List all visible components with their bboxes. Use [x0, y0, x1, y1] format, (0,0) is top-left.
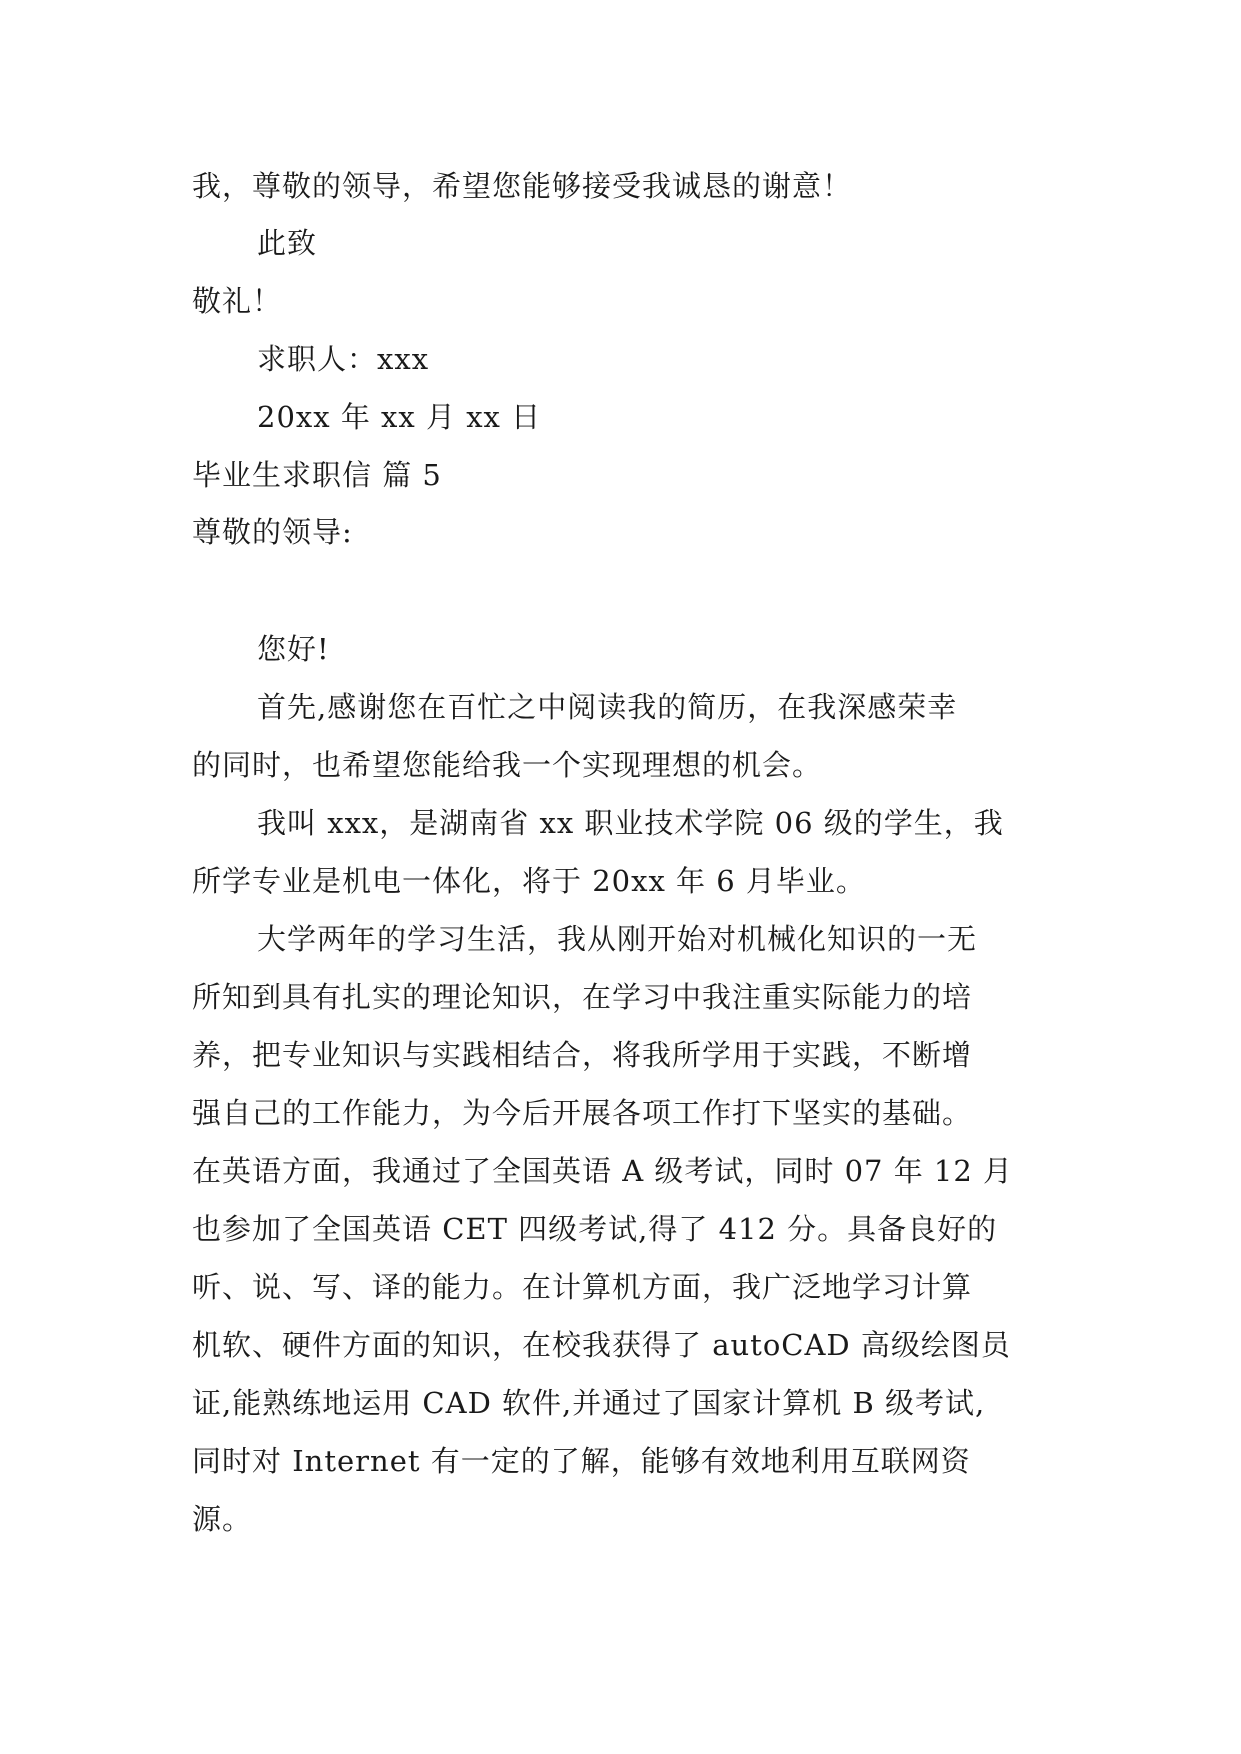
paragraph-line: 的同时，也希望您能给我一个实现理想的机会。	[192, 748, 823, 782]
regards-line-1: 此致	[257, 226, 318, 260]
paragraph-line: 养，把专业知识与实践相结合，将我所学用于实践，不断增	[192, 1038, 973, 1072]
salutation: 尊敬的领导:	[192, 515, 353, 549]
paragraph-line: 听、说、写、译的能力。在计算机方面，我广泛地学习计算	[192, 1270, 973, 1304]
closing-line: 我，尊敬的领导，希望您能够接受我诚恳的谢意！	[192, 169, 853, 203]
paragraph-line: 在英语方面，我通过了全国英语 A 级考试，同时 07 年 12 月	[192, 1154, 1014, 1188]
greeting: 您好!	[257, 632, 330, 666]
paragraph-line: 大学两年的学习生活，我从刚开始对机械化知识的一无	[257, 922, 978, 956]
regards-line-2: 敬礼！	[192, 284, 283, 318]
date-line: 20xx 年 xx 月 xx 日	[257, 400, 542, 434]
paragraph-line: 所学专业是机电一体化，将于 20xx 年 6 月毕业。	[192, 864, 866, 898]
paragraph-line: 首先,感谢您在百忙之中阅读我的简历，在我深感荣幸	[257, 690, 958, 724]
paragraph-line: 机软、硬件方面的知识，在校我获得了 autoCAD 高级绘图员	[192, 1328, 1011, 1362]
paragraph-line: 我叫 xxx，是湖南省 xx 职业技术学院 06 级的学生，我	[257, 806, 1004, 840]
paragraph-line: 同时对 Internet 有一定的了解，能够有效地利用互联网资	[192, 1444, 971, 1478]
paragraph-line: 也参加了全国英语 CET 四级考试,得了 412 分。具备良好的	[192, 1212, 998, 1246]
letter-heading: 毕业生求职信 篇 5	[192, 458, 442, 492]
paragraph-line: 源。	[192, 1502, 253, 1536]
signature-line: 求职人：xxx	[257, 342, 430, 376]
paragraph-line: 所知到具有扎实的理论知识，在学习中我注重实际能力的培	[192, 980, 973, 1014]
paragraph-line: 强自己的工作能力，为今后开展各项工作打下坚实的基础。	[192, 1096, 973, 1130]
paragraph-line: 证,能熟练地运用 CAD 软件,并通过了国家计算机 B 级考试,	[192, 1386, 986, 1420]
